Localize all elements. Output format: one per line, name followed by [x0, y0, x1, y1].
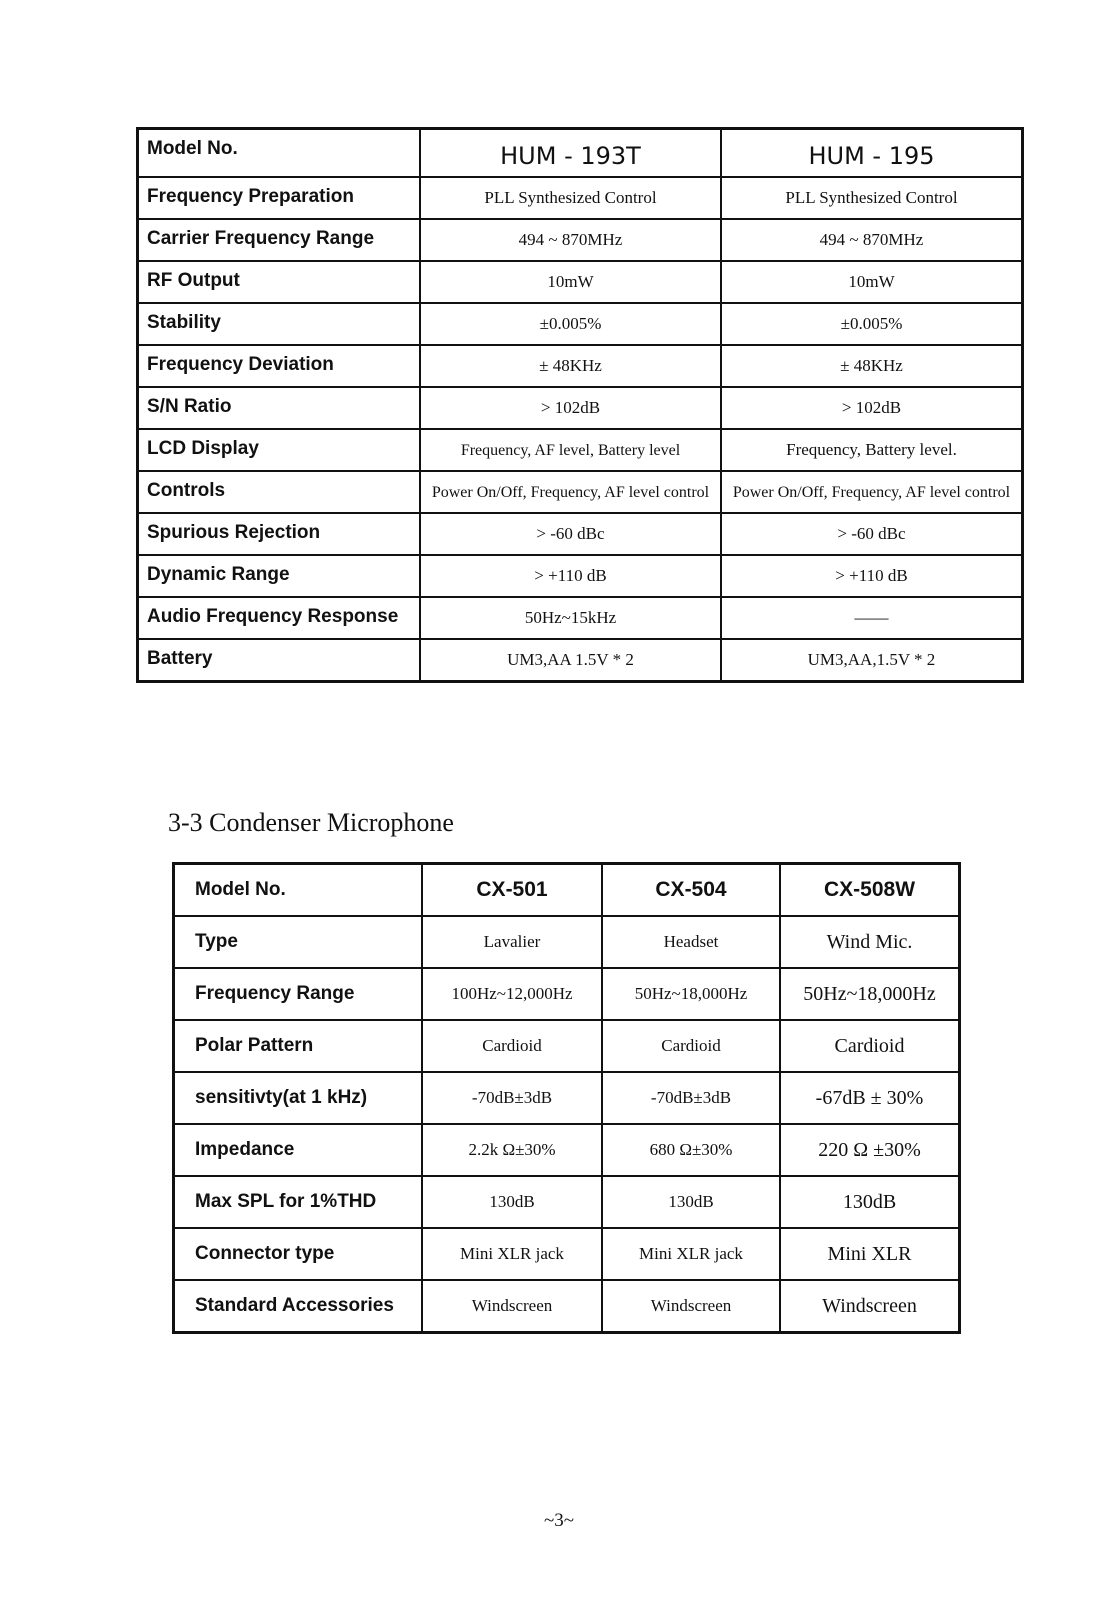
table-row [174, 1072, 960, 1124]
microphone-spec-table [172, 862, 961, 1334]
row-label: Battery [138, 639, 421, 682]
table-row [138, 303, 1023, 345]
value-cell: ± 48KHz [420, 345, 721, 387]
table-row [174, 1020, 960, 1072]
row-label: Max SPL for 1%THD [174, 1176, 423, 1228]
value-cell: Mini XLR jack [422, 1228, 602, 1280]
table-header-row [174, 864, 960, 917]
value-cell: > -60 dBc [721, 513, 1023, 555]
table-row [174, 1176, 960, 1228]
model-cell: CX-501 [422, 864, 602, 917]
value-cell: -70dB±3dB [602, 1072, 780, 1124]
value-cell: Cardioid [602, 1020, 780, 1072]
value-cell: Power On/Off, Frequency, AF level control [721, 471, 1023, 513]
value-cell: 130dB [780, 1176, 960, 1228]
value-cell: UM3,AA,1.5V * 2 [721, 639, 1023, 682]
model-cell: CX-504 [602, 864, 780, 917]
value-cell: Cardioid [780, 1020, 960, 1072]
model-cell: CX-508W [780, 864, 960, 917]
value-cell: Headset [602, 916, 780, 968]
value-cell: Wind Mic. [780, 916, 960, 968]
value-cell: Frequency, AF level, Battery level [420, 429, 721, 471]
value-cell: Windscreen [422, 1280, 602, 1333]
value-cell: PLL Synthesized Control [721, 177, 1023, 219]
table-row [138, 345, 1023, 387]
row-label: Audio Frequency Response [138, 597, 421, 639]
value-cell: Cardioid [422, 1020, 602, 1072]
section-heading: 3-3 Condenser Microphone [168, 808, 454, 837]
row-label: Frequency Preparation [138, 177, 421, 219]
row-label: Spurious Rejection [138, 513, 421, 555]
value-cell: 50Hz~18,000Hz [780, 968, 960, 1020]
header-label: Model No. [174, 864, 423, 917]
value-cell: Mini XLR jack [602, 1228, 780, 1280]
model-cell: HUM - 193T [420, 129, 721, 178]
table-row [174, 1280, 960, 1333]
value-cell: ± 48KHz [721, 345, 1023, 387]
table-row [138, 177, 1023, 219]
value-cell: PLL Synthesized Control [420, 177, 721, 219]
value-cell: 50Hz~18,000Hz [602, 968, 780, 1020]
value-cell: > -60 dBc [420, 513, 721, 555]
value-cell: -70dB±3dB [422, 1072, 602, 1124]
page-number: ~3~ [543, 1510, 575, 1531]
receiver-spec-table [136, 127, 1024, 683]
value-cell: -67dB ± 30% [780, 1072, 960, 1124]
value-cell: 2.2k Ω±30% [422, 1124, 602, 1176]
value-cell: UM3,AA 1.5V * 2 [420, 639, 721, 682]
row-label: S/N Ratio [138, 387, 421, 429]
value-cell: 10mW [721, 261, 1023, 303]
row-label: Type [174, 916, 423, 968]
table-row [138, 639, 1023, 682]
value-cell: 220 Ω ±30% [780, 1124, 960, 1176]
value-cell: Lavalier [422, 916, 602, 968]
value-cell: > 102dB [420, 387, 721, 429]
value-cell: 130dB [602, 1176, 780, 1228]
value-cell: 494 ~ 870MHz [721, 219, 1023, 261]
value-cell: ±0.005% [721, 303, 1023, 345]
row-label: Connector type [174, 1228, 423, 1280]
value-cell: —— [721, 597, 1023, 639]
row-label: Frequency Deviation [138, 345, 421, 387]
table-row [138, 555, 1023, 597]
table-row [138, 471, 1023, 513]
row-label: Dynamic Range [138, 555, 421, 597]
model-cell: HUM - 195 [721, 129, 1023, 178]
table-row [174, 1228, 960, 1280]
row-label: Carrier Frequency Range [138, 219, 421, 261]
row-label: Frequency Range [174, 968, 423, 1020]
value-cell: 680 Ω±30% [602, 1124, 780, 1176]
value-cell: Mini XLR [780, 1228, 960, 1280]
table-row [174, 1124, 960, 1176]
value-cell: 50Hz~15kHz [420, 597, 721, 639]
table-row [138, 597, 1023, 639]
value-cell: > +110 dB [420, 555, 721, 597]
table-row [138, 129, 1023, 178]
row-label: Model No. [138, 129, 421, 178]
value-cell: > +110 dB [721, 555, 1023, 597]
value-cell: > 102dB [721, 387, 1023, 429]
row-label: Stability [138, 303, 421, 345]
row-label: LCD Display [138, 429, 421, 471]
row-label: Impedance [174, 1124, 423, 1176]
table-row [138, 387, 1023, 429]
table-row [138, 513, 1023, 555]
value-cell: 130dB [422, 1176, 602, 1228]
value-cell: Windscreen [602, 1280, 780, 1333]
value-cell: 100Hz~12,000Hz [422, 968, 602, 1020]
table-row [138, 261, 1023, 303]
row-label: Standard Accessories [174, 1280, 423, 1333]
row-label: RF Output [138, 261, 421, 303]
value-cell: 494 ~ 870MHz [420, 219, 721, 261]
table-row [138, 429, 1023, 471]
table-row [174, 916, 960, 968]
value-cell: Windscreen [780, 1280, 960, 1333]
row-label: Controls [138, 471, 421, 513]
row-label: sensitivty(at 1 kHz) [174, 1072, 423, 1124]
table-row [174, 968, 960, 1020]
table-row [138, 219, 1023, 261]
row-label: Polar Pattern [174, 1020, 423, 1072]
value-cell: ±0.005% [420, 303, 721, 345]
value-cell: Power On/Off, Frequency, AF level control [420, 471, 721, 513]
value-cell: Frequency, Battery level. [721, 429, 1023, 471]
value-cell: 10mW [420, 261, 721, 303]
